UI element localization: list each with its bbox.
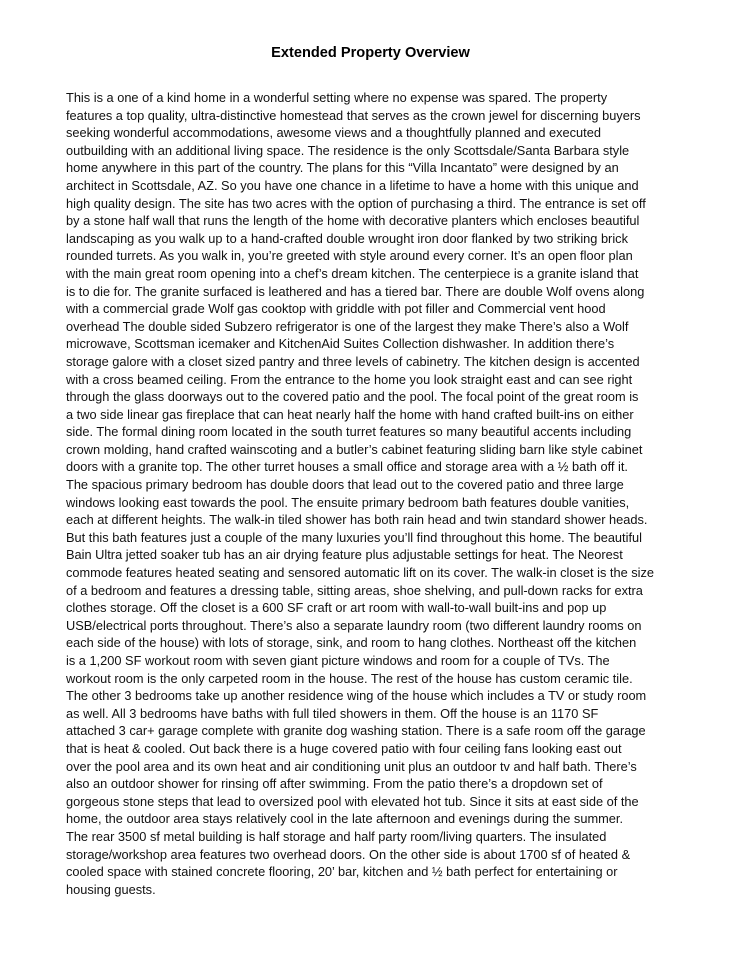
paragraph-line: each side of the house) with lots of storage, sink, and room to hang clothes. Northeast off the kitchen <box>66 635 637 651</box>
paragraph-line: cooled space with stained concrete flooring, 20’ bar, kitchen and ½ bath perfect for entertaining or <box>66 864 618 880</box>
document-title: Extended Property Overview <box>271 45 470 61</box>
paragraph-line: The rear 3500 sf metal building is half storage and half party room/living quarters. The insulated <box>66 828 607 844</box>
paragraph-line: Bain Ultra jetted soaker tub has an air drying feature plus adjustable settings for heat. The Neorest <box>66 547 623 563</box>
paragraph-line: The other 3 bedrooms take up another residence wing of the house which includes a TV or study room <box>66 688 647 704</box>
paragraph-line: gorgeous stone steps that lead to oversized pool with elevated hot tub. Since it sits at east side of the <box>66 793 639 809</box>
paragraph-line: But this bath features just a couple of the many luxuries you’ll find throughout this home. The beautiful <box>66 529 642 545</box>
paragraph-line: home anywhere in this part of the country. The plans for this “Villa Incantato” were designed by an <box>66 160 619 176</box>
paragraph-line: storage galore with a closet sized pantry and three levels of cabinetry. The kitchen design is accented <box>66 353 640 369</box>
paragraph-line: windows looking east towards the pool. The ensuite primary bedroom bath features double vanities, <box>66 494 630 510</box>
paragraph-line: with the main great room opening into a chef’s dream kitchen. The centerpiece is a granite island that <box>66 265 639 281</box>
paragraph-line: outbuilding with an additional living space. The residence is the only Scottsdale/Santa Barbara style <box>66 142 630 158</box>
paragraph-line: with a commercial grade Wolf gas cooktop with griddle with pot filler and Commercial vent hood <box>66 301 606 317</box>
paragraph-line: clothes storage. Off the closet is a 600 SF craft or art room with wall-to-wall built-ins and pop up <box>66 600 607 616</box>
paragraph-line: The spacious primary bedroom has double doors that lead out to the covered patio and three large <box>66 477 624 493</box>
paragraph-line: side. The formal dining room located in the south turret features so many beautiful accents including <box>66 424 632 440</box>
paragraph-line: architect in Scottsdale, AZ. So you have one chance in a lifetime to have a home with this unique and <box>66 177 639 193</box>
paragraph-line: also an outdoor shower for rinsing off after swimming. From the patio there’s a dropdown set of <box>66 776 603 792</box>
paragraph-line: home, the outdoor area stays relatively cool in the late afternoon and evenings during the summer. <box>66 811 623 827</box>
paragraph-line: storage/workshop area features two overhead doors. On the other side is about 1700 sf of heated & <box>66 846 631 862</box>
paragraph-line: with a cross beamed ceiling. From the entrance to the home you look straight east and can see right <box>66 371 633 387</box>
paragraph-line: attached 3 car+ garage complete with granite dog washing station. There is a safe room off the garage <box>66 723 646 739</box>
paragraph-line: is to die for. The granite surfaced is leathered and has a tiered bar. There are double Wolf ovens along <box>66 283 645 299</box>
paragraph-line: each at different heights. The walk-in tiled shower has both rain head and twin standard shower heads. <box>66 512 648 528</box>
paragraph-line: of a bedroom and features a dressing table, sitting areas, shoe shelving, and pull-down racks for extra <box>66 582 643 598</box>
paragraph-line: overhead The double sided Subzero refrigerator is one of the largest they make There’s also a Wolf <box>66 318 629 334</box>
paragraph-line: doors with a granite top. The other turret houses a small office and storage area with a ½ bath off it. <box>66 459 628 475</box>
paragraph-line: that is heat & cooled. Out back there is a huge covered patio with four ceiling fans looking east out <box>66 740 622 756</box>
paragraph-line: housing guests. <box>66 881 156 897</box>
paragraph-line: is a 1,200 SF workout room with seven giant picture windows and room for a couple of TVs. The <box>66 653 610 668</box>
paragraph-line: crown molding, hand crafted wainscoting and a butler’s cabinet featuring sliding barn like style cabinet <box>66 441 643 457</box>
overview-paragraph <box>66 89 686 898</box>
paragraph-line: seeking wonderful accommodations, awesome views and a thoughtfully planned and executed <box>66 125 601 141</box>
paragraph-line: features a top quality, ultra-distinctive homestead that serves as the crown jewel for discerning buyers <box>66 107 641 123</box>
paragraph-line: by a stone half wall that runs the length of the home with decorative planters which encloses beautiful <box>66 213 640 229</box>
paragraph-line: as well. All 3 bedrooms have baths with full tiled showers in them. Off the house is an 1170 SF <box>66 705 599 721</box>
paragraph-line: a two side linear gas fireplace that can heat nearly half the home with hand crafted built-ins on either <box>66 406 634 422</box>
paragraph-line: microwave, Scottsman icemaker and KitchenAid Suites Collection dishwasher. In addition there’s <box>66 336 615 352</box>
paragraph-line: through the glass doorways out to the covered patio and the pool. The focal point of the great room is <box>66 389 639 405</box>
paragraph-line: over the pool area and its own heat and air conditioning unit plus an outdoor tv and half bath. There’s <box>66 758 637 774</box>
paragraph-line: USB/electrical ports throughout. There’s also a separate laundry room (two different laundry rooms on <box>66 617 642 633</box>
paragraph-line: This is a one of a kind home in a wonderful setting where no expense was spared. The property <box>66 90 608 105</box>
paragraph-line: commode features heated seating and sensored automatic lift on its cover. The walk-in closet is the size <box>66 565 655 581</box>
paragraph-line: rounded turrets. As you walk in, you’re greeted with style around every corner. It’s an open floor plan <box>66 248 633 264</box>
paragraph-line: landscaping as you walk up to a hand-crafted double wrought iron door flanked by two striking brick <box>66 230 628 246</box>
paragraph-line: workout room is the only carpeted room in the house. The rest of the house has custom ceramic tile. <box>66 670 633 686</box>
paragraph-line: high quality design. The site has two acres with the option of purchasing a third. The entrance is set off <box>66 195 646 211</box>
